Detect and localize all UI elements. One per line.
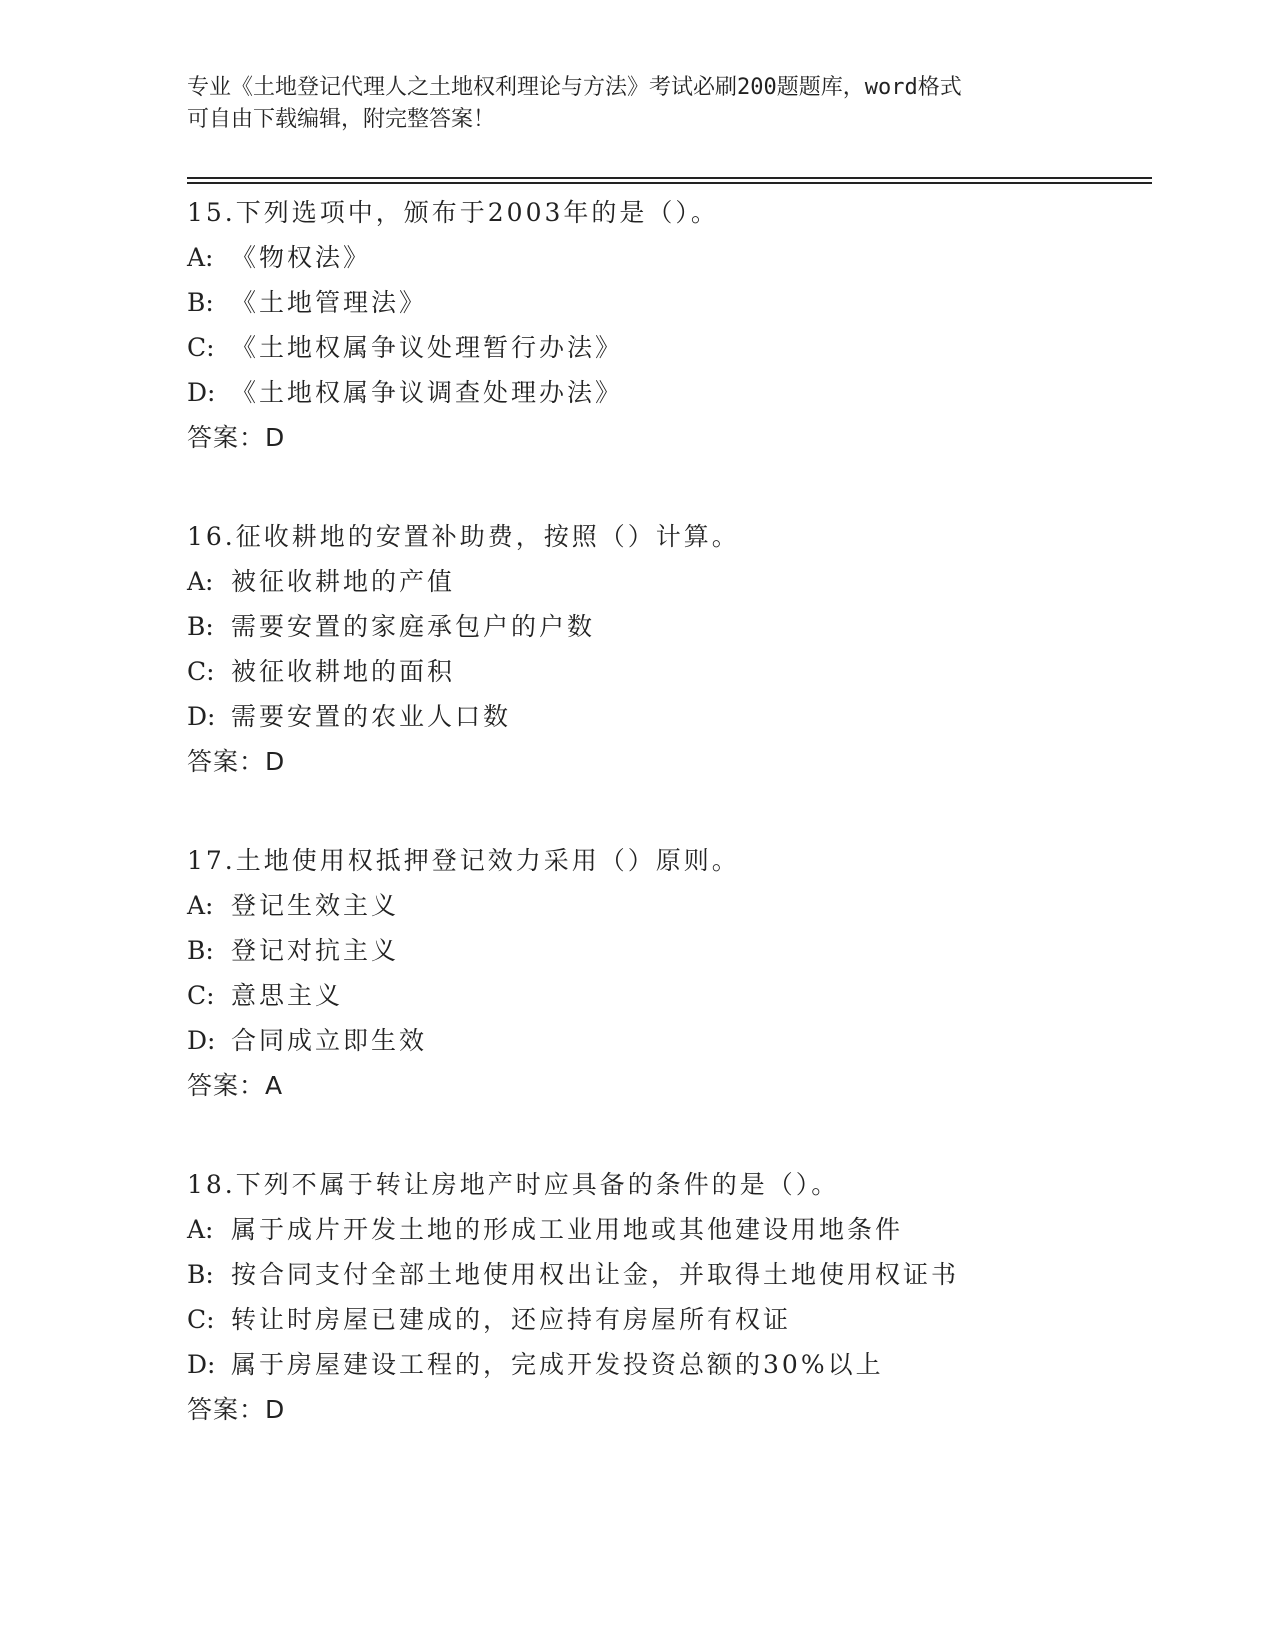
option-letter: B: <box>187 1260 214 1289</box>
option-text: 被征收耕地的产值 <box>231 567 456 596</box>
question-18 <box>187 1162 1147 1432</box>
option-text: 属于房屋建设工程的，完成开发投资总额的30%以上 <box>231 1350 884 1379</box>
option-a <box>187 559 1147 604</box>
header-divider-bottom <box>187 182 1152 184</box>
option-text: 被征收耕地的面积 <box>231 657 456 686</box>
answer-line: 答案：D <box>187 423 286 452</box>
option-letter: A: <box>187 243 214 272</box>
answer-line: 答案：D <box>187 1395 286 1424</box>
option-text: 意思主义 <box>231 981 344 1010</box>
option-c <box>187 1297 1147 1342</box>
option-text: 《土地权属争议处理暂行办法》 <box>231 333 624 362</box>
question-stem: 17.土地使用权抵押登记效力采用（）原则。 <box>187 846 740 875</box>
option-b <box>187 604 1147 649</box>
option-letter: D: <box>187 1026 216 1055</box>
option-b <box>187 928 1147 973</box>
option-letter: B: <box>187 288 214 317</box>
option-b <box>187 1252 1147 1297</box>
option-letter: A: <box>187 1215 214 1244</box>
option-text: 登记对抗主义 <box>231 936 400 965</box>
question-15 <box>187 190 1147 460</box>
question-16 <box>187 514 1147 784</box>
option-c <box>187 325 1147 370</box>
option-letter: C: <box>187 333 215 362</box>
option-text: 属于成片开发土地的形成工业用地或其他建设用地条件 <box>231 1215 904 1244</box>
option-c <box>187 649 1147 694</box>
question-17 <box>187 838 1147 1108</box>
option-d <box>187 694 1147 739</box>
option-b <box>187 280 1147 325</box>
option-text: 需要安置的农业人口数 <box>231 702 512 731</box>
option-letter: D: <box>187 1350 216 1379</box>
option-text: 转让时房屋已建成的，还应持有房屋所有权证 <box>231 1305 792 1334</box>
option-text: 需要安置的家庭承包户的户数 <box>231 612 596 641</box>
option-letter: D: <box>187 378 216 407</box>
option-a <box>187 1207 1147 1252</box>
option-a <box>187 883 1147 928</box>
answer-line: 答案：D <box>187 747 286 776</box>
option-a <box>187 235 1147 280</box>
document-header <box>187 72 1087 136</box>
option-letter: A: <box>187 891 214 920</box>
option-text: 《土地管理法》 <box>231 288 428 317</box>
question-stem: 16.征收耕地的安置补助费，按照（）计算。 <box>187 522 740 551</box>
option-text: 合同成立即生效 <box>231 1026 428 1055</box>
option-letter: A: <box>187 567 214 596</box>
question-stem: 18.下列不属于转让房地产时应具备的条件的是（）。 <box>187 1170 840 1199</box>
option-letter: B: <box>187 936 214 965</box>
option-text: 登记生效主义 <box>231 891 400 920</box>
question-list <box>187 190 1147 1486</box>
option-d <box>187 370 1147 415</box>
question-stem: 15.下列选项中，颁布于2003年的是（）。 <box>187 198 719 227</box>
option-d <box>187 1018 1147 1063</box>
answer-line: 答案：A <box>187 1071 284 1100</box>
option-letter: D: <box>187 702 216 731</box>
option-letter: C: <box>187 981 215 1010</box>
option-letter: B: <box>187 612 214 641</box>
option-text: 《物权法》 <box>231 243 372 272</box>
option-d <box>187 1342 1147 1387</box>
option-letter: C: <box>187 1305 215 1334</box>
option-text: 按合同支付全部土地使用权出让金，并取得土地使用权证书 <box>231 1260 960 1289</box>
option-text: 《土地权属争议调查处理办法》 <box>231 378 624 407</box>
option-letter: C: <box>187 657 215 686</box>
header-line-1: 专业《土地登记代理人之土地权利理论与方法》考试必刷200题题库，word格式 <box>187 75 962 100</box>
header-divider-top <box>187 177 1152 179</box>
option-c <box>187 973 1147 1018</box>
header-line-2: 可自由下载编辑，附完整答案！ <box>187 107 496 132</box>
